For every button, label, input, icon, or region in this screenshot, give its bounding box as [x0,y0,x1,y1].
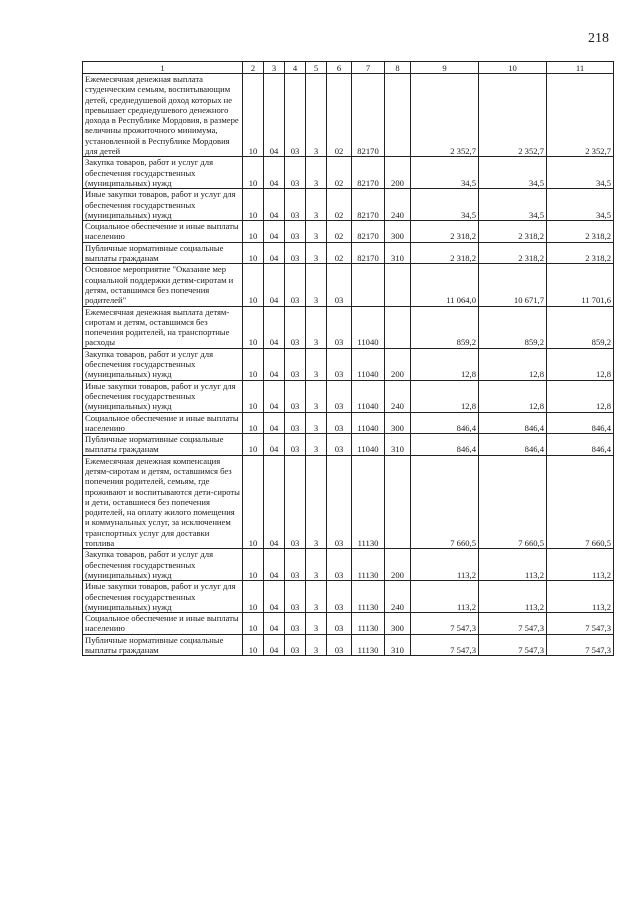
subsection-code: 04 [264,380,285,412]
amount-year-2: 7 547,3 [479,634,547,656]
subprogram-code: 3 [306,264,327,306]
direction-code: 11040 [352,412,385,434]
direction-code: 11130 [352,581,385,613]
amount-year-3: 34,5 [547,157,614,189]
row-name: Публичные нормативные социальные выплаты гражданам [83,434,243,456]
subsection-code: 04 [264,221,285,243]
expense-type-code: 300 [385,412,411,434]
activity-code: 03 [327,634,352,656]
subsection-code: 04 [264,348,285,380]
col-header-7: 7 [352,62,385,74]
activity-code: 03 [327,434,352,456]
amount-year-2: 7 547,3 [479,613,547,635]
table-row [83,348,614,380]
subprogram-code: 3 [306,157,327,189]
expense-type-code [385,74,411,157]
row-name: Ежемесячная денежная выплата детям-сиротам и детям, оставшимся без попечения родителей, на транспортные расходы [83,306,243,348]
activity-code: 02 [327,242,352,264]
activity-code: 03 [327,306,352,348]
budget-table [82,61,614,656]
section-code: 10 [243,434,264,456]
table-row [83,221,614,243]
section-code: 10 [243,581,264,613]
amount-year-1: 11 064,0 [411,264,479,306]
amount-year-2: 34,5 [479,189,547,221]
subprogram-code: 3 [306,221,327,243]
program-code: 03 [285,242,306,264]
amount-year-2: 34,5 [479,157,547,189]
subprogram-code: 3 [306,380,327,412]
program-code: 03 [285,634,306,656]
program-code: 03 [285,434,306,456]
program-code: 03 [285,412,306,434]
program-code: 03 [285,74,306,157]
section-code: 10 [243,634,264,656]
direction-code: 11040 [352,348,385,380]
expense-type-code: 310 [385,242,411,264]
amount-year-1: 7 547,3 [411,613,479,635]
program-code: 03 [285,455,306,549]
amount-year-1: 113,2 [411,581,479,613]
table-row [83,581,614,613]
amount-year-3: 846,4 [547,434,614,456]
program-code: 03 [285,221,306,243]
col-header-6: 6 [327,62,352,74]
section-code: 10 [243,455,264,549]
table-row [83,306,614,348]
section-code: 10 [243,189,264,221]
subsection-code: 04 [264,306,285,348]
amount-year-3: 7 547,3 [547,634,614,656]
amount-year-2: 846,4 [479,434,547,456]
direction-code: 82170 [352,242,385,264]
amount-year-3: 2 352,7 [547,74,614,157]
program-code: 03 [285,348,306,380]
col-header-8: 8 [385,62,411,74]
section-code: 10 [243,157,264,189]
amount-year-3: 2 318,2 [547,221,614,243]
table-row [83,434,614,456]
activity-code: 02 [327,189,352,221]
table-row [83,455,614,549]
subsection-code: 04 [264,613,285,635]
direction-code: 11040 [352,380,385,412]
amount-year-1: 113,2 [411,549,479,581]
program-code: 03 [285,264,306,306]
row-name: Иные закупки товаров, работ и услуг для обеспечения государственных (муниципальных) нужд [83,380,243,412]
col-header-3: 3 [264,62,285,74]
amount-year-3: 12,8 [547,380,614,412]
direction-code: 11040 [352,306,385,348]
amount-year-3: 11 701,6 [547,264,614,306]
expense-type-code: 310 [385,634,411,656]
subsection-code: 04 [264,549,285,581]
section-code: 10 [243,221,264,243]
col-header-4: 4 [285,62,306,74]
amount-year-3: 2 318,2 [547,242,614,264]
expense-type-code: 200 [385,549,411,581]
amount-year-2: 859,2 [479,306,547,348]
subsection-code: 04 [264,189,285,221]
table-row [83,634,614,656]
table-row [83,264,614,306]
expense-type-code: 240 [385,581,411,613]
subprogram-code: 3 [306,306,327,348]
expense-type-code: 240 [385,380,411,412]
section-code: 10 [243,74,264,157]
table-row [83,613,614,635]
amount-year-2: 2 318,2 [479,221,547,243]
amount-year-1: 859,2 [411,306,479,348]
activity-code: 03 [327,264,352,306]
program-code: 03 [285,306,306,348]
row-name: Закупка товаров, работ и услуг для обеспечения государственных (муниципальных) нужд [83,348,243,380]
subprogram-code: 3 [306,74,327,157]
direction-code: 11130 [352,613,385,635]
row-name: Публичные нормативные социальные выплаты гражданам [83,242,243,264]
subsection-code: 04 [264,434,285,456]
col-header-2: 2 [243,62,264,74]
amount-year-1: 34,5 [411,157,479,189]
direction-code: 82170 [352,221,385,243]
amount-year-3: 7 547,3 [547,613,614,635]
section-code: 10 [243,380,264,412]
direction-code: 82170 [352,189,385,221]
activity-code: 03 [327,581,352,613]
amount-year-2: 12,8 [479,348,547,380]
expense-type-code: 300 [385,613,411,635]
amount-year-2: 2 318,2 [479,242,547,264]
activity-code: 02 [327,157,352,189]
section-code: 10 [243,613,264,635]
program-code: 03 [285,549,306,581]
row-name: Социальное обеспечение и иные выплаты населению [83,412,243,434]
amount-year-1: 7 547,3 [411,634,479,656]
section-code: 10 [243,264,264,306]
row-name: Закупка товаров, работ и услуг для обеспечения государственных (муниципальных) нужд [83,549,243,581]
activity-code: 03 [327,549,352,581]
program-code: 03 [285,613,306,635]
subsection-code: 04 [264,242,285,264]
col-header-5: 5 [306,62,327,74]
table-row [83,74,614,157]
col-header-11: 11 [547,62,614,74]
row-name: Закупка товаров, работ и услуг для обеспечения государственных (муниципальных) нужд [83,157,243,189]
section-code: 10 [243,412,264,434]
expense-type-code: 310 [385,434,411,456]
section-code: 10 [243,242,264,264]
table-row [83,242,614,264]
activity-code: 02 [327,74,352,157]
amount-year-3: 7 660,5 [547,455,614,549]
subsection-code: 04 [264,157,285,189]
expense-type-code: 200 [385,157,411,189]
row-name: Основное мероприятие "Оказание мер социальной поддержки детям-сиротам и детям, оставшимся без попечения родителей" [83,264,243,306]
expense-type-code [385,306,411,348]
amount-year-2: 12,8 [479,380,547,412]
amount-year-2: 113,2 [479,581,547,613]
row-name: Ежемесячная денежная выплата студенческим семьям, воспитывающим детей, среднедушевой доход которых не превышает среднедушевого денежного дохода в Республике Мордовия, в размере величины прожиточного минимума, установленной в Республике Мордовия для детей [83,74,243,157]
table-row [83,157,614,189]
section-code: 10 [243,348,264,380]
expense-type-code: 240 [385,189,411,221]
program-code: 03 [285,581,306,613]
table-body [83,74,614,656]
table-row [83,189,614,221]
subprogram-code: 3 [306,581,327,613]
amount-year-3: 113,2 [547,549,614,581]
amount-year-1: 12,8 [411,380,479,412]
amount-year-1: 846,4 [411,434,479,456]
subsection-code: 04 [264,634,285,656]
subprogram-code: 3 [306,348,327,380]
amount-year-1: 846,4 [411,412,479,434]
row-name: Публичные нормативные социальные выплаты гражданам [83,634,243,656]
subprogram-code: 3 [306,242,327,264]
activity-code: 03 [327,348,352,380]
table-row [83,412,614,434]
expense-type-code [385,455,411,549]
direction-code [352,264,385,306]
expense-type-code: 300 [385,221,411,243]
header-row [83,62,614,74]
program-code: 03 [285,189,306,221]
activity-code: 03 [327,380,352,412]
program-code: 03 [285,380,306,412]
col-header-1: 1 [83,62,243,74]
amount-year-3: 12,8 [547,348,614,380]
subprogram-code: 3 [306,434,327,456]
direction-code: 11130 [352,455,385,549]
direction-code: 82170 [352,74,385,157]
subprogram-code: 3 [306,455,327,549]
amount-year-1: 2 318,2 [411,242,479,264]
subsection-code: 04 [264,74,285,157]
amount-year-1: 7 660,5 [411,455,479,549]
amount-year-2: 113,2 [479,549,547,581]
subprogram-code: 3 [306,613,327,635]
subprogram-code: 3 [306,189,327,221]
amount-year-1: 34,5 [411,189,479,221]
program-code: 03 [285,157,306,189]
subprogram-code: 3 [306,412,327,434]
page-number: 218 [588,31,609,46]
amount-year-2: 846,4 [479,412,547,434]
table-row [83,549,614,581]
amount-year-3: 846,4 [547,412,614,434]
subprogram-code: 3 [306,634,327,656]
section-code: 10 [243,306,264,348]
amount-year-1: 2 318,2 [411,221,479,243]
expense-type-code [385,264,411,306]
amount-year-1: 2 352,7 [411,74,479,157]
direction-code: 11040 [352,434,385,456]
amount-year-3: 113,2 [547,581,614,613]
row-name: Социальное обеспечение и иные выплаты населению [83,613,243,635]
amount-year-3: 859,2 [547,306,614,348]
table-row [83,380,614,412]
amount-year-2: 10 671,7 [479,264,547,306]
row-name: Иные закупки товаров, работ и услуг для обеспечения государственных (муниципальных) нужд [83,189,243,221]
row-name: Социальное обеспечение и иные выплаты населению [83,221,243,243]
subsection-code: 04 [264,581,285,613]
amount-year-1: 12,8 [411,348,479,380]
amount-year-2: 7 660,5 [479,455,547,549]
activity-code: 03 [327,412,352,434]
col-header-9: 9 [411,62,479,74]
amount-year-2: 2 352,7 [479,74,547,157]
section-code: 10 [243,549,264,581]
subprogram-code: 3 [306,549,327,581]
col-header-10: 10 [479,62,547,74]
row-name: Иные закупки товаров, работ и услуг для обеспечения государственных (муниципальных) нужд [83,581,243,613]
direction-code: 82170 [352,157,385,189]
amount-year-3: 34,5 [547,189,614,221]
direction-code: 11130 [352,549,385,581]
activity-code: 03 [327,455,352,549]
activity-code: 03 [327,613,352,635]
row-name: Ежемесячная денежная компенсация детям-сиротам и детям, оставшимся без попечения родителей, семьям, где проживают и воспитываются дети-сироты и дети, оставшиеся без попечения родителей, на оплату жилого помещения и коммунальных услуг, за исключением транспортных услуг для доставки топлива [83,455,243,549]
subsection-code: 04 [264,455,285,549]
activity-code: 02 [327,221,352,243]
subsection-code: 04 [264,264,285,306]
direction-code: 11130 [352,634,385,656]
subsection-code: 04 [264,412,285,434]
expense-type-code: 200 [385,348,411,380]
